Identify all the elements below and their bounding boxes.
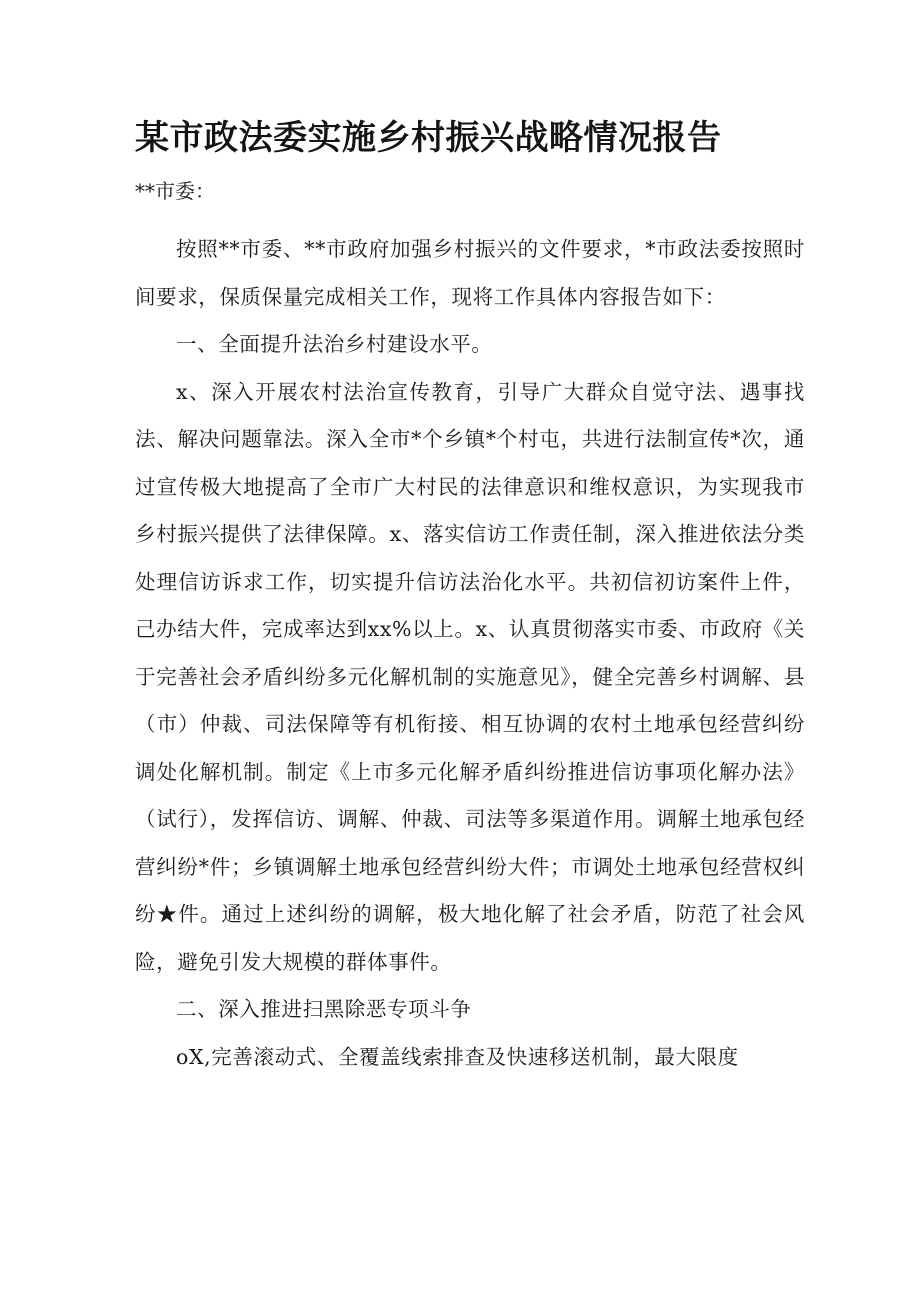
document-body [135, 226, 805, 1081]
section-1-paragraph: x、深入开展农村法治宣传教育，引导广大群众自觉守法、遇事找法、解决问题靠法。深入全市*个乡镇*个村屯，共进行法制宣传*次，通过宣传极大地提高了全市广大村民的法律意识和维权意识，为实现我市乡村振兴提供了法律保障。x、落实信访工作责任制，深入推进依法分类处理信访诉求工作，切实提升信访法治化水平。共初信初访案件上件，己办结大件，完成率达到xx%以上。x、认真贯彻落实市委、市政府《关于完善社会矛盾纠纷多元化解机制的实施意见》，健全完善乡村调解、县（市）仲裁、司法保障等有机衔接、相互协调的农村土地承包经营纠纷调处化解机制。制定《上市多元化解矛盾纠纷推进信访事项化解办法》（试行），发挥信访、调解、仲裁、司法等多渠道作用。调解土地承包经营纠纷*件；乡镇调解土地承包经营纠纷大件；市调处土地承包经营权纠纷★件。通过上述纠纷的调解，极大地化解了社会矛盾，防范了社会风险，避免引发大规模的群体事件。 [135, 379, 805, 974]
document-title: 某市政法委实施乡村振兴战略情况报告 [135, 118, 722, 158]
salutation: **市委： [135, 179, 215, 203]
intro-paragraph: 按照**市委、**市政府加强乡村振兴的文件要求，*市政法委按照时间要求，保质保量完成相关工作，现将工作具体内容报告如下： [135, 237, 805, 309]
section-heading-1: 一、全面提升法治乡村建设水平。 [176, 332, 493, 356]
section-heading-2: 二、深入推进扫黑除恶专项斗争 [176, 997, 472, 1021]
section-2-paragraph: oX,完善滚动式、全覆盖线索排查及快速移送机制，最大限度 [176, 1044, 739, 1069]
